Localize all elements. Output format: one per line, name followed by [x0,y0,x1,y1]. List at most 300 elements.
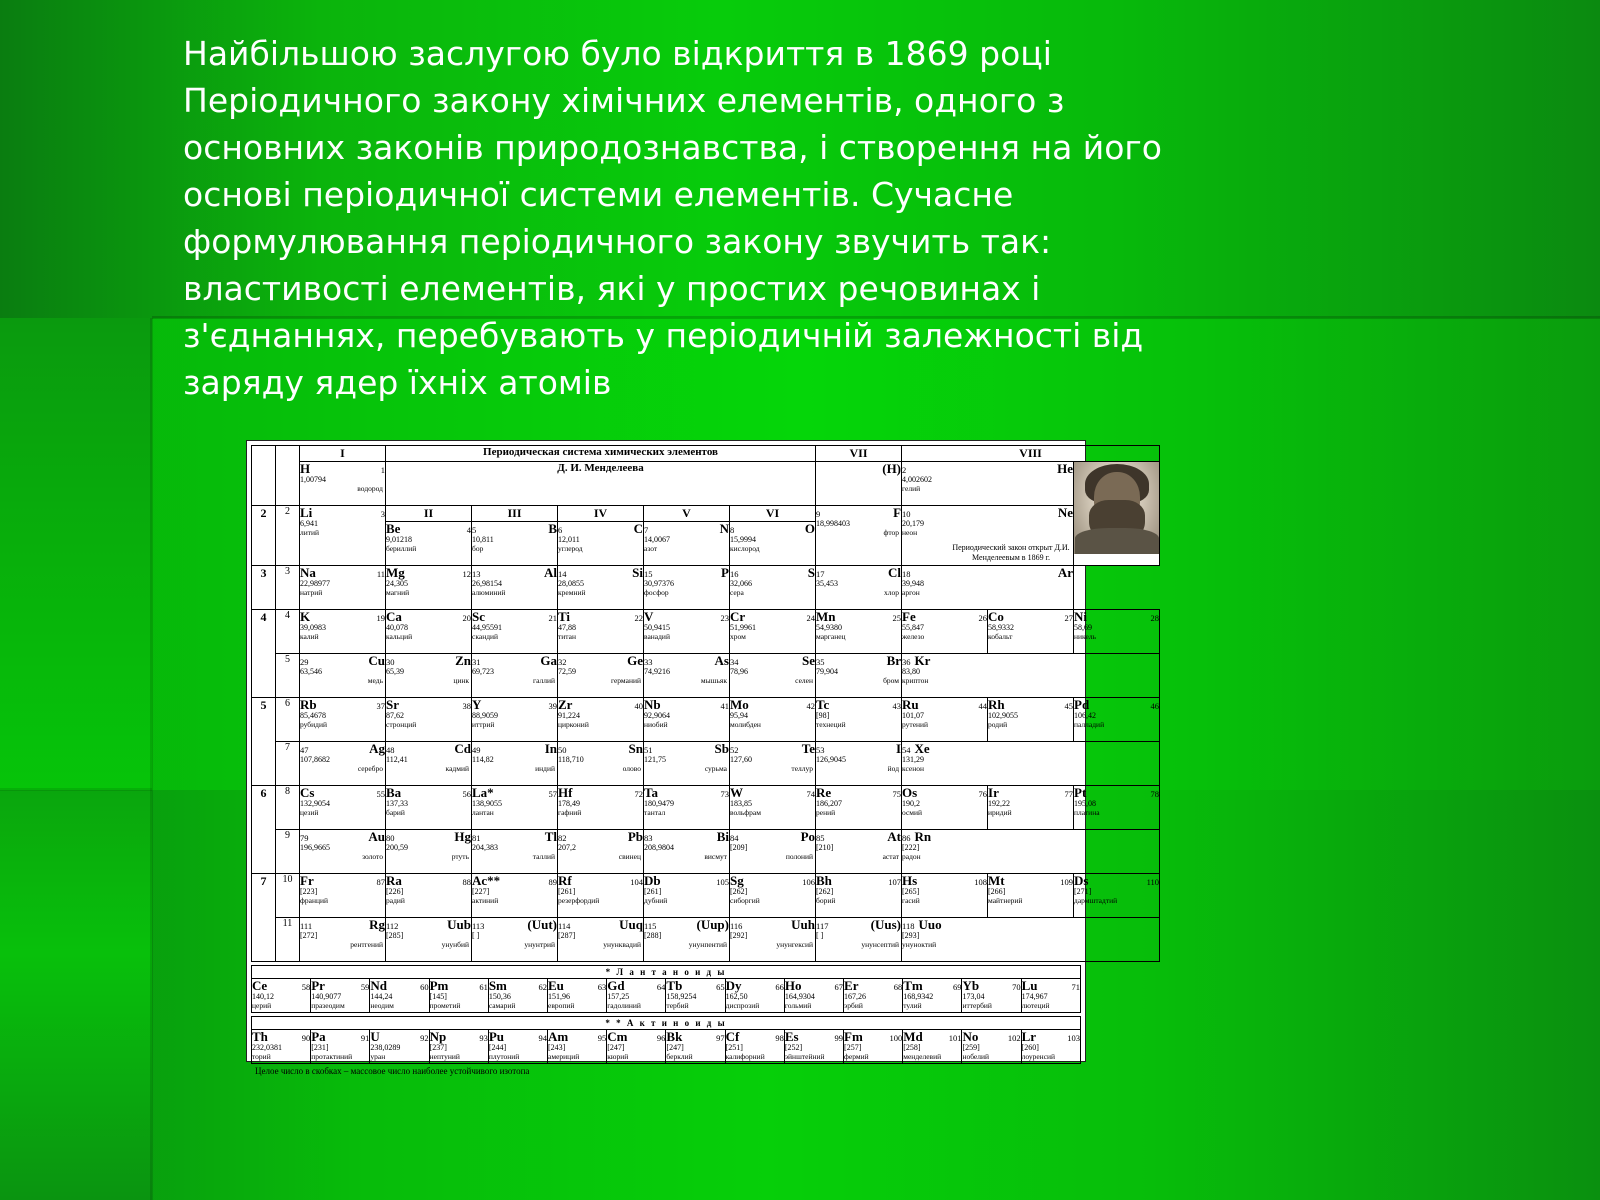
atomic-mass: [258] [903,1043,921,1052]
atomic-number: 97 [716,1033,725,1043]
atomic-number: 17 [816,569,825,579]
element-Tm [903,979,962,1013]
atomic-number: 72 [634,789,643,799]
element-Cm [607,1030,666,1064]
element-name: углерод [558,544,583,553]
element-symbol: Pb [627,829,643,844]
element-symbol: Sb [714,741,729,756]
atomic-number: 74 [806,789,816,799]
atomic-mass: 40,078 [386,623,408,632]
element-Y [472,698,558,742]
element-Pt [1074,786,1160,830]
atomic-number: 71 [1071,982,1080,992]
atomic-mass: [243] [548,1043,566,1052]
atomic-number: 24 [806,613,816,623]
element-Th [252,1030,311,1064]
element-name: торий [252,1052,271,1061]
element-symbol: U [370,1029,380,1044]
element-Ra [386,874,472,918]
element-symbol: (Uup) [696,917,729,932]
atomic-number: 75 [892,789,902,799]
element-U [370,1030,429,1064]
element-symbol: Tl [544,829,557,844]
atomic-number: 77 [1064,789,1074,799]
element-symbol: C [633,521,643,536]
element-symbol: Kr [914,653,931,668]
atomic-mass: [251] [725,1043,743,1052]
element-symbol: Cu [368,653,385,668]
atomic-mass: [272] [300,931,318,940]
element-symbol: Sm [488,978,507,993]
element-Tb [666,979,725,1013]
element-name: резерфордий [558,896,600,905]
atomic-mass: 126,9045 [816,755,847,764]
element-symbol: Pd [1074,697,1090,712]
element-name: унуноктий [902,940,937,949]
element-symbol: N [719,521,729,536]
atomic-mass: [ ] [472,931,480,940]
atomic-mass: 39,948 [902,579,925,588]
atomic-mass: 144,24 [370,992,393,1001]
element-symbol: Ac** [472,873,501,888]
atomic-number: 104 [630,877,643,887]
element-name: ксенон [902,764,924,773]
element-name: прометий [429,1001,461,1010]
row-label-10: 10 [276,874,300,918]
atomic-mass: 69,723 [472,667,494,676]
table-title-line2: Д. И. Менделеева [386,462,816,506]
element-Fm [844,1030,903,1064]
atomic-mass: 121,75 [644,755,666,764]
atomic-number: 58 [301,982,311,992]
element-symbol: Er [844,978,859,993]
periodic-table [251,445,1160,962]
element-name: золото [362,852,383,861]
element-Ho [784,979,843,1013]
atomic-number: 43 [892,701,902,711]
element-symbol: Au [368,829,385,844]
element-symbol: B [548,521,557,536]
element-Bh [816,874,902,918]
element-symbol: Cs [300,785,315,800]
group-header-V: V [644,506,730,522]
element-symbol: Pr [311,978,325,993]
atomic-number: 19 [376,613,385,623]
element-symbol: Eu [548,978,564,993]
period-5-row-a [252,698,1160,742]
element-symbol: Rn [914,829,932,844]
atomic-number: 44 [978,701,988,711]
element-symbol: Mt [988,873,1005,888]
atomic-number: 40 [634,701,643,711]
element-B [472,522,558,566]
atomic-mass: 44,95591 [472,623,502,632]
element-Pm [429,979,488,1013]
atomic-number: 32 [558,657,567,667]
element-name: калифорний [725,1052,765,1061]
atomic-mass: [265] [902,887,920,896]
atomic-mass: 24,305 [386,579,408,588]
atomic-number: 62 [538,982,548,992]
atomic-number: 96 [656,1033,666,1043]
lanthanide-row [252,979,1081,1013]
atomic-number: 6 [558,525,563,535]
atomic-mass: 47,88 [558,623,576,632]
element-symbol: Br [886,653,902,668]
element-Sm [488,979,547,1013]
element-name: хром [730,632,746,641]
element-name: калий [300,632,319,641]
mendeleev-portrait [1074,462,1159,554]
element-name: молибден [730,720,761,729]
element-Cs [300,786,386,830]
atomic-mass: 1,00794 [300,475,326,484]
atomic-mass: 174,967 [1021,992,1048,1001]
element-Es [784,1030,843,1064]
atomic-mass: 167,26 [844,992,867,1001]
atomic-number: 107 [888,877,902,887]
group-header-III: III [472,506,558,522]
element-name: эрбий [844,1001,863,1010]
atomic-number: 98 [775,1033,784,1043]
element-Pa [311,1030,370,1064]
element-name: плутоний [488,1052,520,1061]
element-name: ртуть [451,852,469,861]
atomic-number: 36 [902,657,911,667]
table-header-row [252,446,1160,462]
element-name: никель [1074,632,1096,641]
atomic-number: 69 [952,982,962,992]
element-symbol: At [887,829,902,844]
atomic-mass: 12,011 [558,535,580,544]
element-Sc [472,610,558,654]
element-symbol: Bi [716,829,729,844]
element-name: кремний [558,588,586,597]
atomic-mass: [288] [644,931,662,940]
element-Nb [644,698,730,742]
atomic-mass: 140,9077 [311,992,342,1001]
atomic-number: 45 [1064,701,1074,711]
element-symbol: (Uut) [527,917,557,932]
element-Nd [370,979,429,1013]
atomic-number: 14 [558,569,567,579]
atomic-number: 88 [462,877,471,887]
element-name: цезий [300,808,319,817]
atomic-mass: 28,0855 [558,579,584,588]
period-label-2: 2 [252,506,276,566]
element-symbol: La* [472,785,494,800]
element-name: астат [882,852,900,861]
element-symbol: Mo [730,697,749,712]
element-Ni [1074,610,1160,654]
element-Uup [644,918,730,962]
atomic-mass: 85,4678 [300,711,326,720]
element-symbol: Ba [386,785,402,800]
element-symbol: Ru [902,697,919,712]
atomic-number: 114 [558,921,571,931]
element-name: рутений [902,720,929,729]
element-symbol: Ho [784,978,802,993]
element-P [644,566,730,610]
atomic-number: 54 [902,745,911,755]
element-Sr [386,698,472,742]
element-Hg [386,830,472,874]
element-Ru [902,698,988,742]
element-symbol: Mn [816,609,836,624]
element-name: криптон [902,676,929,685]
atomic-mass: 22,98977 [300,579,330,588]
element-Mo [730,698,816,742]
atomic-number: 31 [472,657,481,667]
period-1-row [252,462,1160,506]
element-name: майтнерий [988,896,1023,905]
element-symbol: Bh [816,873,832,888]
element-name: кальций [386,632,413,641]
element-Ga [472,654,558,698]
group-header-II: II [386,506,472,522]
element-Pu [488,1030,547,1064]
element-Ca [386,610,472,654]
atomic-number: 9 [816,509,821,519]
element-name: унунбий [441,940,469,949]
atomic-mass: 132,9054 [300,799,330,808]
element-Pr [311,979,370,1013]
atomic-number: 82 [558,833,567,843]
atomic-mass: 157,25 [607,992,630,1001]
group-header-IV: IV [558,506,644,522]
atomic-mass: [261] [644,887,662,896]
element-name: бор [472,544,484,553]
element-Er [844,979,903,1013]
element-Ge [558,654,644,698]
element-Lu [1021,979,1080,1013]
atomic-number: 111 [300,921,313,931]
atomic-number: 93 [479,1033,488,1043]
atomic-mass: 232,0381 [252,1043,282,1052]
element-symbol: W [730,785,743,800]
atomic-number: 33 [644,657,653,667]
period-label-3: 3 [252,566,276,610]
element-symbol: Na [300,565,316,580]
element-name: унунсептий [861,940,900,949]
atomic-mass: [210] [816,843,834,852]
element-I [816,742,902,786]
periodic-table-image [246,440,1160,1076]
element-symbol: Hg [454,829,471,844]
atomic-number: 2 [902,465,907,475]
atomic-number: 49 [472,745,481,755]
atomic-number: 66 [775,982,784,992]
element-name: цирконий [558,720,589,729]
atomic-number: 27 [1064,613,1074,623]
element-Gd [607,979,666,1013]
element-symbol: Nb [644,697,661,712]
element-symbol: Co [988,609,1004,624]
element-name: бром [883,676,900,685]
atomic-mass: [145] [429,992,447,1001]
row-label-4: 4 [276,610,300,654]
atomic-number: 101 [948,1033,962,1043]
atomic-number: 76 [978,789,988,799]
atomic-mass: 54,9380 [816,623,843,632]
element-La [472,786,558,830]
period-6-row-a [252,786,1160,830]
element-symbol: Tm [903,978,923,993]
portrait-caption: Периодический закон открыт Д.И. Менделеевым в 1869 г. [952,543,1070,562]
group-header-VI: VI [730,506,816,522]
atomic-number: 5 [472,525,477,535]
atomic-mass: [227] [472,887,490,896]
atomic-number: 105 [716,877,729,887]
element-Uus [816,918,902,962]
element-symbol: Al [544,565,557,580]
element-symbol: Ta [644,785,658,800]
atomic-mass: 195,08 [1074,799,1097,808]
atomic-mass: 168,9342 [903,992,934,1001]
element-name: протактиний [311,1052,353,1061]
atomic-number: 30 [386,657,395,667]
atomic-number: 34 [730,657,739,667]
element-Bk [666,1030,725,1064]
element-symbol: (H) [882,461,902,476]
element-O [730,522,816,566]
element-Ag [300,742,386,786]
atomic-mass: [98] [816,711,830,720]
atomic-mass: [260] [1021,1043,1039,1052]
element-symbol: Rh [988,697,1005,712]
element-name: америций [548,1052,580,1061]
atomic-mass: 190,2 [902,799,921,808]
atomic-mass: 207,2 [558,843,576,852]
element-name: палладий [1074,720,1105,729]
element-name: самарий [488,1001,516,1010]
atomic-mass: [257] [844,1043,862,1052]
element-Cd [386,742,472,786]
element-Fr [300,874,386,918]
atomic-number: 23 [720,613,729,623]
atomic-number: 37 [376,701,385,711]
element-He [902,462,1074,506]
element-name: менделевий [903,1052,942,1061]
atomic-number: 116 [730,921,743,931]
atomic-number: 29 [300,657,309,667]
element-symbol: Ni [1074,609,1088,624]
element-symbol: Hf [558,785,573,800]
row-label-11: 11 [276,918,300,962]
atomic-number: 89 [548,877,557,887]
element-name: ниобий [644,720,668,729]
element-name: серебро [357,764,383,773]
element-Ds [1074,874,1160,918]
element-name: рентгений [350,940,383,949]
atomic-number: 16 [730,569,739,579]
atomic-mass: 196,9665 [300,843,330,852]
period-4-row-a [252,610,1160,654]
atomic-mass: [209] [730,843,748,852]
element-name: тулий [903,1001,922,1010]
element-name: аргон [902,588,920,597]
element-H-bracket [816,462,902,506]
element-name: теллур [791,764,814,773]
atomic-mass: 164,9304 [784,992,815,1001]
element-Cu [300,654,386,698]
background-divider-vertical [150,318,153,1200]
atomic-number: 52 [730,745,739,755]
element-Hf [558,786,644,830]
element-name: кюрий [607,1052,629,1061]
atomic-mass: 151,96 [548,992,571,1001]
row-label-2: 2 [276,506,300,566]
element-name: селен [795,676,814,685]
atomic-mass: 186,207 [816,799,843,808]
element-Os [902,786,988,830]
atomic-mass: 10,811 [472,535,494,544]
element-name: гольмий [784,1001,812,1010]
element-Mg [386,566,472,610]
atomic-mass: 72,59 [558,667,576,676]
element-Ta [644,786,730,830]
atomic-number: 53 [816,745,825,755]
element-symbol: Ti [558,609,571,624]
element-symbol: Np [429,1029,447,1044]
row-label-5: 5 [276,654,300,698]
element-Uut [472,918,558,962]
element-name: родий [988,720,1008,729]
atomic-mass: [247] [666,1043,684,1052]
element-name: вольфрам [730,808,761,817]
element-Uub [386,918,472,962]
element-symbol: Li [300,505,313,520]
atomic-mass: 150,36 [488,992,511,1001]
element-name: дармштадтий [1074,896,1118,905]
atomic-mass: 158,9254 [666,992,697,1001]
element-Se [730,654,816,698]
atomic-number: 64 [656,982,666,992]
element-symbol: Th [252,1029,268,1044]
element-name: свинец [618,852,641,861]
atomic-number: 61 [479,982,488,992]
atomic-number: 38 [462,701,471,711]
element-symbol: Md [903,1029,923,1044]
atomic-mass: 162,50 [725,992,748,1001]
element-Co [988,610,1074,654]
atomic-number: 108 [974,877,988,887]
element-name: нептуний [429,1052,460,1061]
element-Sn [558,742,644,786]
atomic-number: 28 [1150,613,1160,623]
period-7-row-b [252,918,1160,962]
atomic-mass: 74,9216 [644,667,670,676]
element-name: платина [1074,808,1100,817]
slide-body-text: Найбільшою заслугою було відкриття в 1869 році Періодичного закону хімічних елементів, одного з основних законів природознавства, і створення на його основі періодичної системи елементів. Сучасне формулювання періодичного закону звучить так: властивості елементів, які у простих речовинах і з'єднаннях, перебувають у періодичній залежності від заряду ядер їхніх атомів [183,34,1173,402]
atomic-mass: 95,94 [730,711,748,720]
atomic-mass: 83,80 [902,667,921,676]
element-symbol: Rg [369,917,385,932]
element-symbol: Sr [386,697,399,712]
atomic-number: 51 [644,745,653,755]
element-name: радон [902,852,921,861]
element-symbol: Tb [666,978,683,993]
element-symbol: Fe [902,609,916,624]
element-name: рений [816,808,836,817]
atomic-mass: 39,0983 [300,623,326,632]
atomic-mass: [262] [816,887,834,896]
atomic-number: 81 [472,833,481,843]
atomic-mass: 137,33 [386,799,408,808]
atomic-number: 65 [716,982,725,992]
element-symbol: O [804,521,816,536]
element-name: висмут [704,852,727,861]
